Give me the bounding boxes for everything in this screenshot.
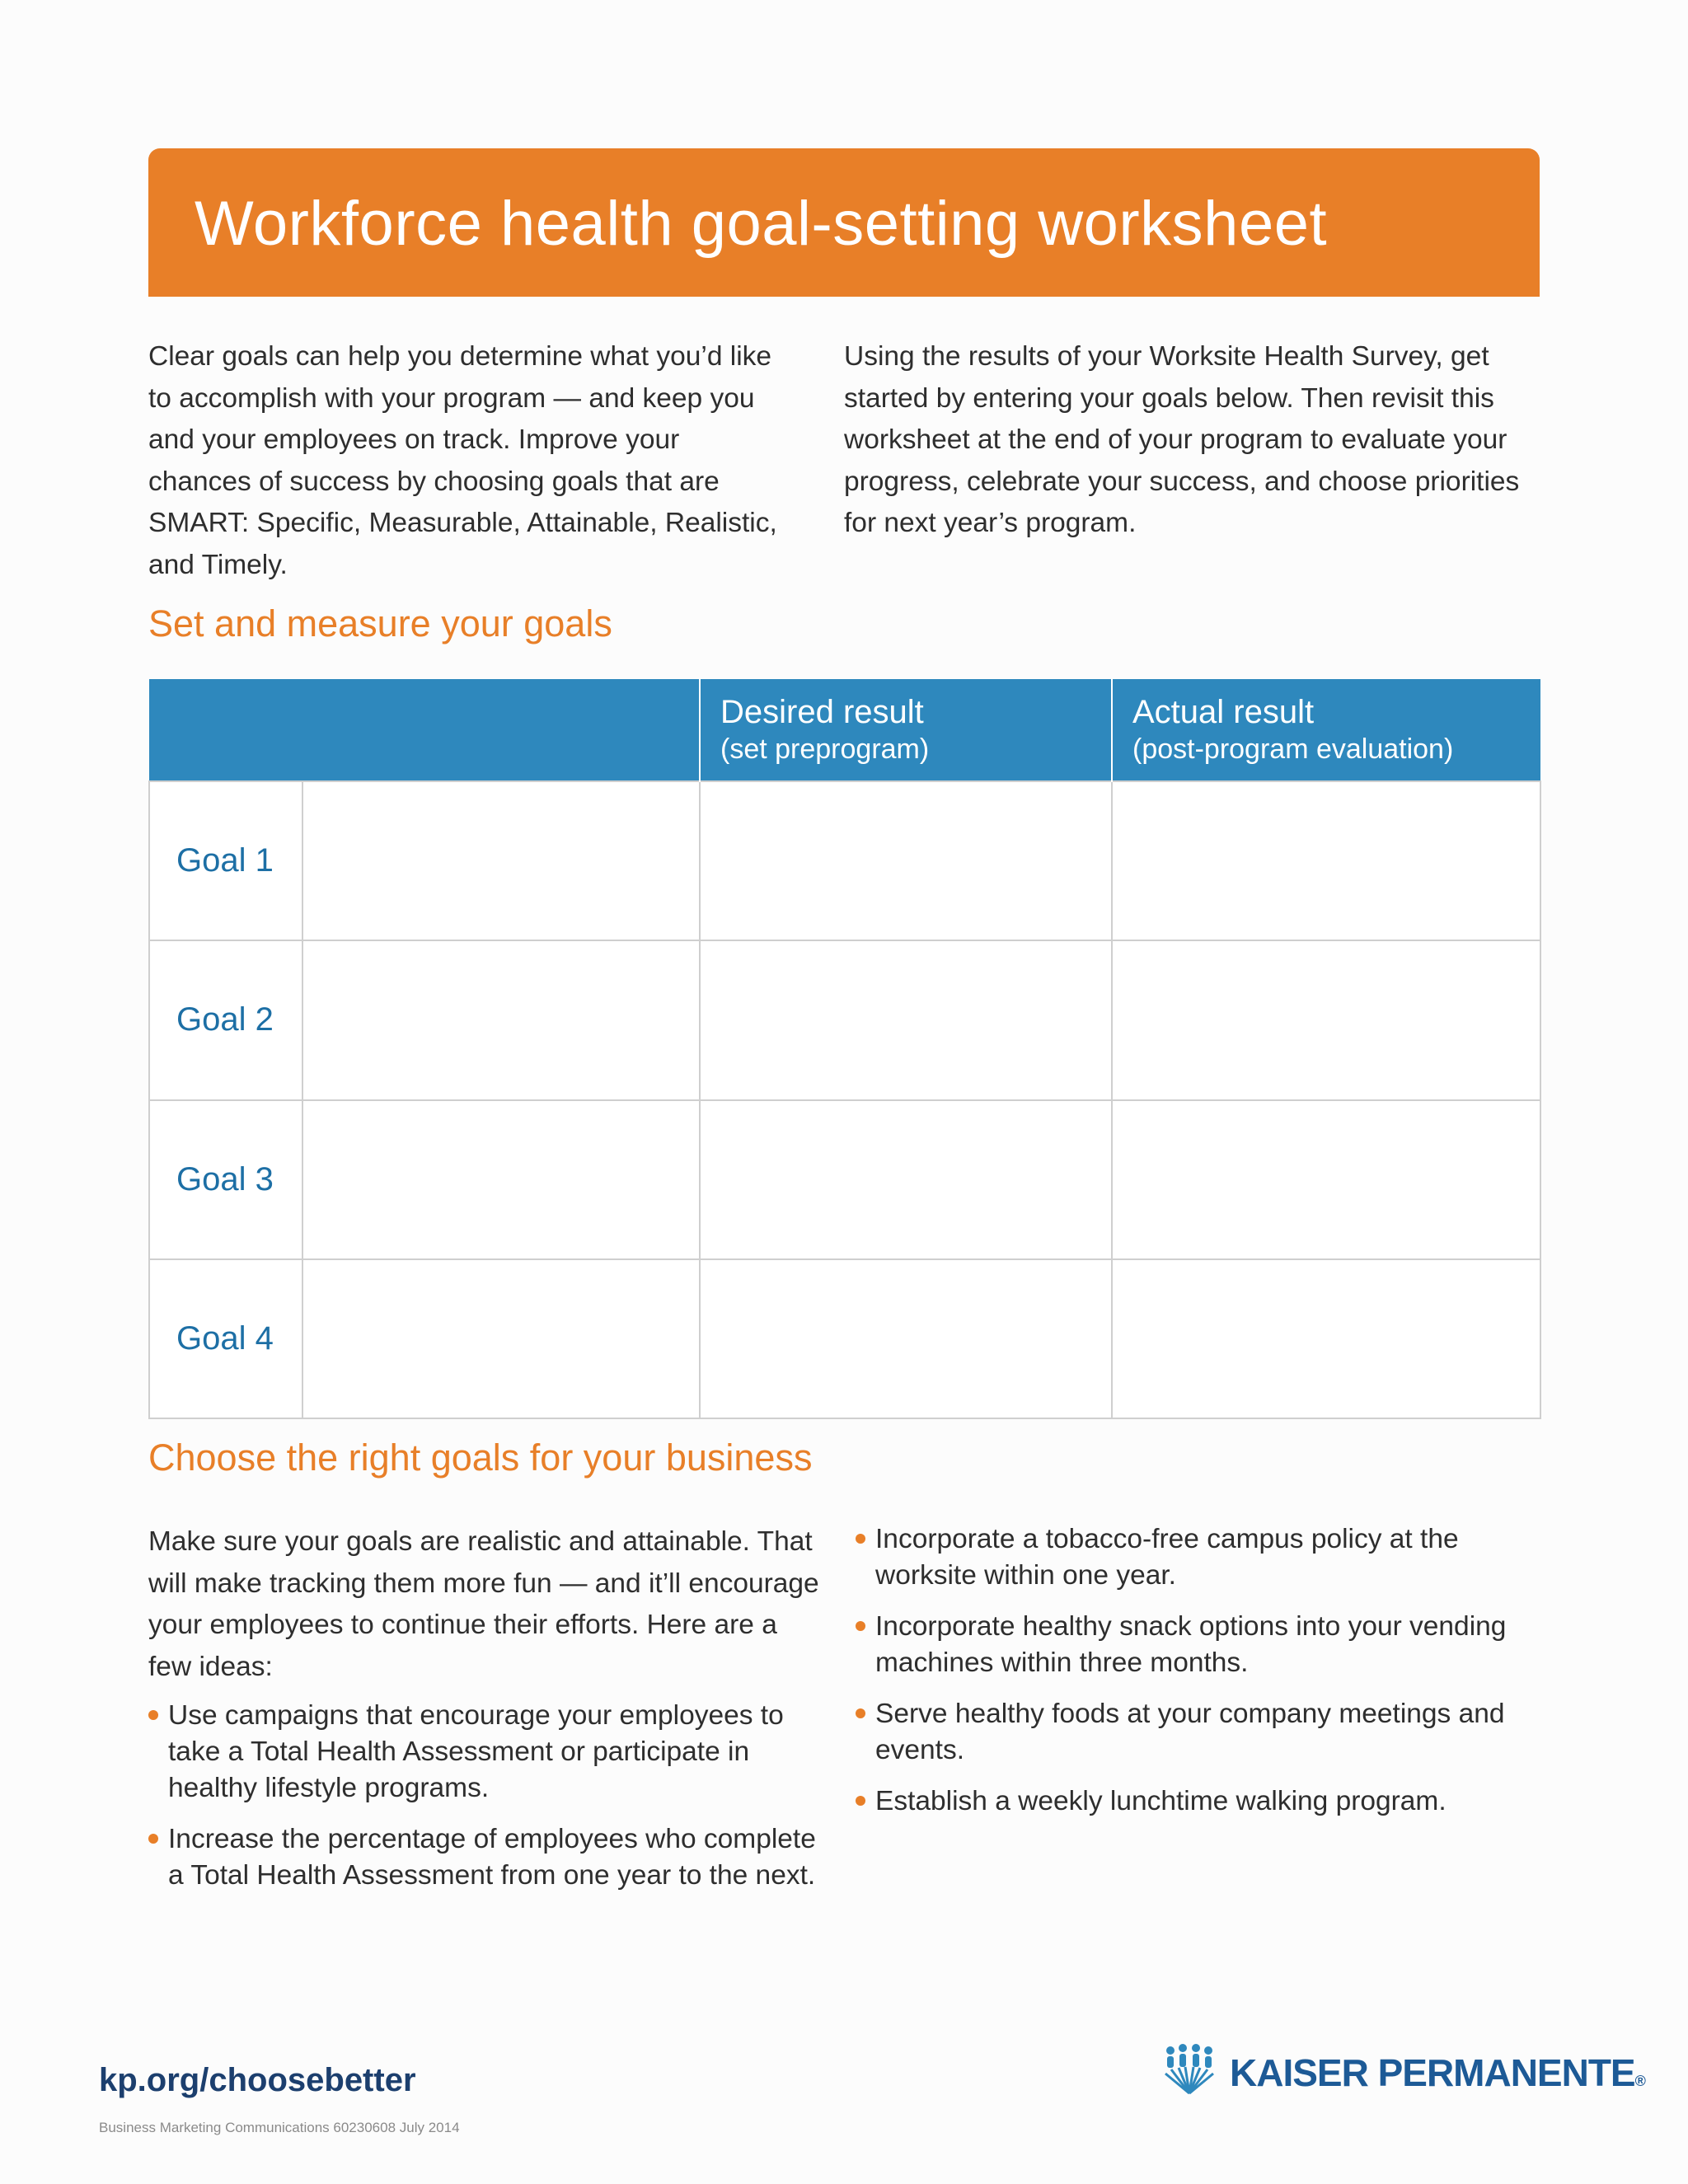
desired-result-cell[interactable] — [700, 1259, 1112, 1418]
bullet-dot-icon — [856, 1621, 865, 1631]
bullet-dot-icon — [856, 1796, 865, 1806]
actual-result-cell[interactable] — [1112, 1259, 1540, 1418]
goals-table — [148, 679, 1541, 1419]
bullet-dot-icon — [856, 1534, 865, 1544]
goal-label: Goal 2 — [149, 940, 302, 1099]
ideas-lead-paragraph: Make sure your goals are realistic and attainable. That will make tracking them more fun — and it’ll encourage your employees to continue their efforts. Here are a few ideas: — [148, 1526, 819, 1682]
bullet-dot-icon — [148, 1710, 158, 1720]
goal-row — [149, 1100, 1540, 1259]
actual-result-subtitle: (post-program evaluation) — [1132, 733, 1454, 765]
website-link[interactable]: kp.org/choosebetter — [99, 2062, 416, 2098]
goal-row — [149, 1259, 1540, 1418]
list-item-text: Serve healthy foods at your company meetings and events. — [875, 1699, 1505, 1765]
ideas-right-column — [856, 1521, 1548, 1835]
footer-publication-note: Business Marketing Communications 60230608 July 2014 — [99, 2120, 460, 2135]
intro-paragraph-left: Clear goals can help you determine what you’d like to accomplish with your program — and keep you and your employees on track. Improve your chances of success by choosing goals that are SMART: Specific, Measurable, Attainable, Realistic, and Timely. — [148, 341, 777, 580]
list-item — [856, 1521, 1548, 1594]
table-header-row — [149, 679, 1540, 781]
page-title: Workforce health goal-setting worksheet — [195, 189, 1328, 259]
desired-result-cell[interactable] — [700, 940, 1112, 1099]
goal-description-cell[interactable] — [302, 781, 700, 940]
list-item-text: Incorporate healthy snack options into your vending machines within three months. — [875, 1611, 1507, 1678]
logo-wordmark-text: KAISER PERMANENTE — [1230, 2051, 1635, 2094]
goal-description-cell[interactable] — [302, 940, 700, 1099]
list-item-text: Incorporate a tobacco-free campus policy at the worksite within one year. — [875, 1524, 1459, 1591]
actual-result-cell[interactable] — [1112, 781, 1540, 940]
actual-result-cell[interactable] — [1112, 1100, 1540, 1259]
ideas-section-heading: Choose the right goals for your business — [148, 1436, 813, 1479]
list-item — [856, 1609, 1548, 1681]
actual-result-header — [1112, 679, 1540, 781]
goal-row — [149, 940, 1540, 1099]
goal-row — [149, 781, 1540, 940]
goal-description-cell[interactable] — [302, 1259, 700, 1418]
intro-paragraph-right: Using the results of your Worksite Health Survey, get started by entering your goals below. Then revisit this worksheet at the end of your program to evaluate your progress, celebrate your success, and choose priorities for next year’s program. — [844, 341, 1520, 538]
list-item-text: Use campaigns that encourage your employees to take a Total Health Assessment or participate in healthy lifestyle programs. — [168, 1700, 784, 1803]
goal-label: Goal 3 — [149, 1100, 302, 1259]
goal-label: Goal 4 — [149, 1259, 302, 1418]
ideas-left-column — [148, 1521, 824, 1909]
goal-label: Goal 1 — [149, 781, 302, 940]
list-item — [856, 1783, 1548, 1820]
kaiser-permanente-logo — [1160, 2044, 1645, 2102]
desired-result-cell[interactable] — [700, 1100, 1112, 1259]
ideas-right-list — [856, 1521, 1548, 1820]
table-header-blank — [149, 679, 700, 781]
desired-result-cell[interactable] — [700, 781, 1112, 940]
list-item — [148, 1821, 824, 1894]
bullet-dot-icon — [148, 1834, 158, 1844]
desired-result-header — [700, 679, 1112, 781]
goals-section-heading: Set and measure your goals — [148, 602, 612, 644]
goal-description-cell[interactable] — [302, 1100, 700, 1259]
actual-result-title: Actual result — [1132, 694, 1315, 730]
desired-result-subtitle: (set preprogram) — [720, 733, 930, 765]
list-item-text: Increase the percentage of employees who complete a Total Health Assessment from one year to the next. — [168, 1824, 816, 1891]
ideas-left-list — [148, 1698, 824, 1894]
actual-result-cell[interactable] — [1112, 940, 1540, 1099]
list-item — [148, 1698, 824, 1807]
logo-wordmark — [1230, 2050, 1645, 2095]
bullet-dot-icon — [856, 1708, 865, 1718]
desired-result-title: Desired result — [720, 694, 924, 730]
kp-logo-icon — [1160, 2044, 1218, 2095]
list-item — [856, 1696, 1548, 1769]
list-item-text: Establish a weekly lunchtime walking program. — [875, 1786, 1447, 1816]
title-banner — [148, 148, 1540, 297]
registered-mark: ® — [1634, 2073, 1645, 2089]
